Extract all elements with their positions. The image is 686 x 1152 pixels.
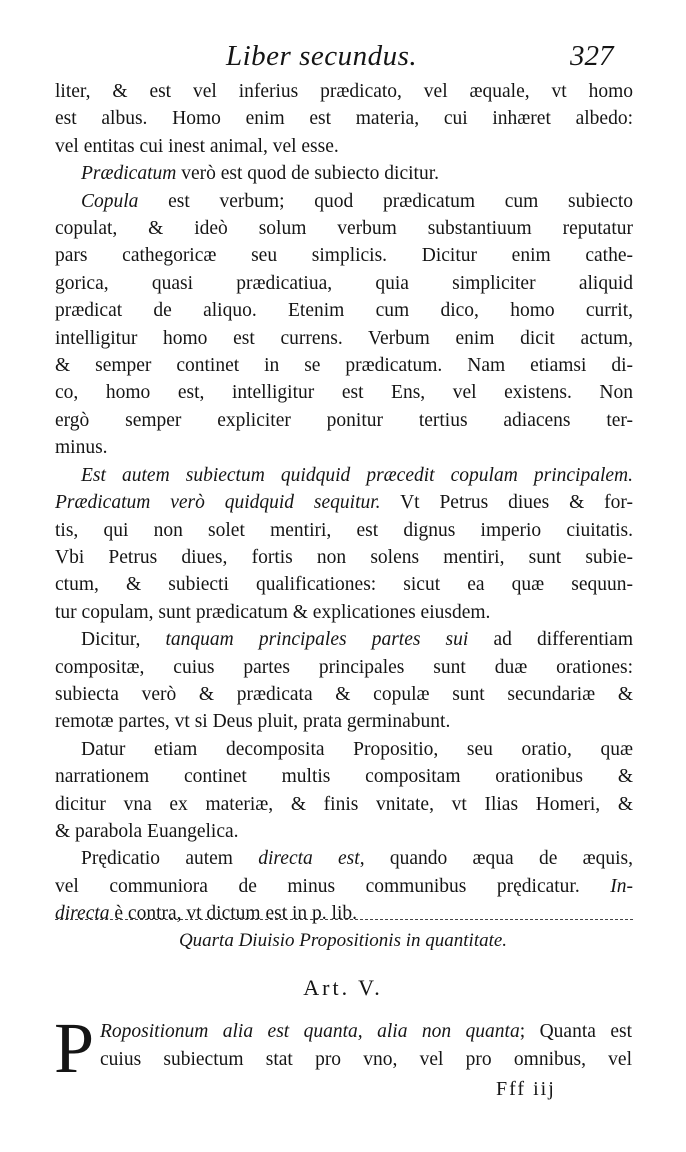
text-line <box>55 270 633 297</box>
text-run: Dicitur, <box>81 629 166 651</box>
text-line <box>55 681 633 708</box>
paragraph <box>55 845 633 927</box>
section-heading: Quarta Diuisio Propositionis in quantitate. <box>178 930 508 951</box>
text-run: remotæ partes, vt si Deus pluit, prata germinabunt. <box>55 711 451 733</box>
text-run: pars cathegoricæ seu simplicis. Dicitur enim cathe- <box>55 245 633 267</box>
text-run: Vbi Petrus diues, fortis non solens mentiri, sunt subie- <box>55 546 633 568</box>
text-line <box>55 78 633 105</box>
text-line <box>55 544 633 571</box>
text-line <box>55 763 633 790</box>
italic-text: Copula <box>81 190 139 212</box>
text-line <box>55 188 633 215</box>
italic-text: In- <box>610 875 633 897</box>
text-run: tur copulam, sunt prædicatum & explicationes eiusdem. <box>55 601 491 623</box>
signature-mark: Fff iij <box>496 1078 556 1100</box>
text-line <box>55 407 633 434</box>
text-run: compositæ, cuius partes principales sunt duæ orationes: <box>55 656 633 678</box>
text-line <box>55 325 633 352</box>
text-line <box>100 1046 632 1074</box>
page-number: 327 <box>570 40 614 72</box>
text-line <box>55 160 633 187</box>
italic-text: Ropositionum alia est quanta, alia non quanta <box>100 1021 520 1042</box>
paragraph <box>55 462 633 626</box>
text-line <box>55 489 633 516</box>
paragraph <box>55 626 633 736</box>
section-divider <box>55 919 633 920</box>
text-run: narrationem continet multis compositam orationibus & <box>55 766 633 788</box>
paragraph <box>55 736 633 846</box>
italic-text: directa est <box>258 848 360 870</box>
text-line <box>55 818 633 845</box>
text-line <box>55 297 633 324</box>
text-run: ad differentiam <box>468 629 633 651</box>
text-run: ; Quanta est <box>519 1021 632 1042</box>
text-run: & parabola Euangelica. <box>55 820 239 842</box>
text-line <box>55 873 633 900</box>
text-line <box>55 654 633 681</box>
italic-text: directa <box>55 903 110 925</box>
text-line <box>55 133 633 160</box>
paragraph <box>55 78 633 160</box>
italic-text: Prædicatum verò quidquid sequitur. <box>55 492 381 514</box>
text-run: liter, & est vel inferius prædicato, vel æquale, vt homo <box>55 81 633 102</box>
article-heading: Art. V. <box>303 975 383 1000</box>
text-line <box>55 599 633 626</box>
paragraph <box>55 160 633 187</box>
final-paragraph <box>100 1018 632 1074</box>
text-run: verò est quod de subiecto dicitur. <box>176 163 439 185</box>
text-line <box>55 462 633 489</box>
text-run: gorica, quasi prædicatiua, quia simpliciter aliquid <box>55 272 633 294</box>
text-run: est verbum; quod prædicatum cum subiecto <box>138 190 633 212</box>
text-line <box>55 845 633 872</box>
text-line <box>55 626 633 653</box>
text-line <box>55 434 633 461</box>
text-line <box>55 352 633 379</box>
running-title: Liber secundus. <box>226 40 418 72</box>
body-text <box>55 78 633 928</box>
page-header <box>0 38 686 78</box>
text-run: copulat, & ideò solum verbum substantiuum reputatur <box>55 218 633 240</box>
drop-cap: P <box>54 1008 95 1088</box>
text-run: dicitur vna ex materiæ, & finis vnitate, vt Ilias Homeri, & <box>55 793 633 815</box>
text-line <box>55 900 633 927</box>
text-line <box>55 379 633 406</box>
text-run: è contra, vt dictum est in p. lib. <box>109 903 358 925</box>
text-line <box>100 1018 632 1046</box>
text-run: est albus. Homo enim est materia, cui inhæret albedo: <box>55 108 633 130</box>
text-line <box>55 791 633 818</box>
text-run: vel entitas cui inest animal, vel esse. <box>55 135 339 157</box>
text-run: , quando æqua de æquis, <box>359 848 634 870</box>
text-line <box>55 517 633 544</box>
text-run: intelligitur homo est currens. Verbum enim dicit actum, <box>55 327 633 349</box>
text-line <box>55 105 633 132</box>
text-line <box>55 215 633 242</box>
paragraph <box>55 188 633 462</box>
text-run: Prędicatio autem <box>81 848 259 870</box>
text-run: & semper continet in se prædicatum. Nam etiamsi di- <box>55 355 633 377</box>
text-run: subiecta verò & prædicata & copulæ sunt secundariæ & <box>55 683 633 705</box>
text-line <box>55 242 633 269</box>
text-run: Datur etiam decomposita Propositio, seu oratio, quæ <box>81 738 633 760</box>
text-run: vel communiora de minus communibus prędicatur. <box>55 875 611 897</box>
text-run: minus. <box>55 437 108 459</box>
text-line <box>55 736 633 763</box>
text-run: Vt Petrus diues & for- <box>380 492 633 514</box>
text-line <box>55 571 633 598</box>
text-run: cuius subiectum stat pro vno, vel pro omnibus, vel <box>100 1049 632 1070</box>
italic-text: tanquam principales partes sui <box>165 629 469 651</box>
text-run: co, homo est, intelligitur est Ens, vel existens. Non <box>55 382 633 404</box>
text-run: ergò semper expliciter ponitur tertius adiacens ter- <box>55 409 633 431</box>
text-run: prædicat de aliquo. Etenim cum dico, homo currit, <box>55 300 633 322</box>
italic-text: Prædicatum <box>81 163 177 185</box>
text-run: ctum, & subiecti qualificationes: sicut ea quæ sequun- <box>55 574 633 596</box>
italic-text: Est autem subiectum quidquid præcedit copulam principalem. <box>81 464 633 486</box>
text-line <box>55 708 633 735</box>
text-run: tis, qui non solet mentiri, est dignus imperio ciuitatis. <box>55 519 633 541</box>
